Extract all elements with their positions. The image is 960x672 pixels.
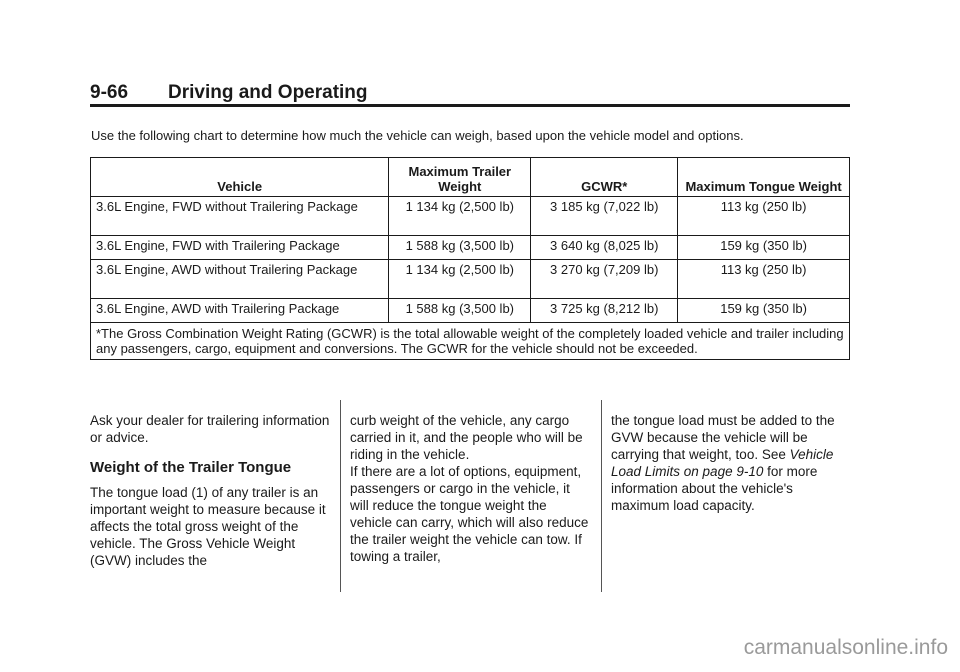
page-number: 9-66	[90, 82, 129, 103]
table-row	[91, 260, 850, 299]
text-column-2	[350, 412, 590, 565]
cell-tongue-weight: 113 kg (250 lb)	[678, 197, 850, 236]
header-max-trailer-weight: Maximum Trailer Weight	[389, 158, 531, 197]
header-max-tongue-weight: Maximum Tongue Weight	[678, 158, 850, 197]
header-vehicle: Vehicle	[91, 158, 389, 197]
cell-trailer-weight: 1 588 kg (3,500 lb)	[389, 236, 531, 260]
gvw-text: the tongue load must be added to the GVW because the vehicle will be carrying that weight, too. See	[611, 413, 835, 462]
cell-trailer-weight: 1 588 kg (3,500 lb)	[389, 299, 531, 323]
dealer-advice-paragraph: Ask your dealer for trailering information or advice.	[90, 413, 330, 445]
column-divider	[340, 400, 341, 592]
section-title: Driving and Operating	[168, 82, 368, 103]
cell-tongue-weight: 159 kg (350 lb)	[678, 236, 850, 260]
table-row	[91, 236, 850, 260]
header-rule	[90, 104, 850, 107]
cell-vehicle: 3.6L Engine, FWD with Trailering Package	[91, 236, 389, 260]
curb-weight-paragraph: curb weight of the vehicle, any cargo carried in it, and the people who will be riding in the vehicle.	[350, 413, 583, 462]
cell-tongue-weight: 113 kg (250 lb)	[678, 260, 850, 299]
header-gcwr: GCWR*	[531, 158, 678, 197]
cell-trailer-weight: 1 134 kg (2,500 lb)	[389, 260, 531, 299]
cell-gcwr: 3 185 kg (7,022 lb)	[531, 197, 678, 236]
cell-gcwr: 3 640 kg (8,025 lb)	[531, 236, 678, 260]
table-row	[91, 299, 850, 323]
text-column-1	[90, 412, 330, 569]
watermark: carmanualsonline.info	[743, 636, 948, 659]
options-paragraph: If there are a lot of options, equipment, passengers or cargo in the vehicle, it will reduce the tongue weight the vehicle can carry, which will also reduce the trailer weight the vehicle can tow. If towing a trailer,	[350, 464, 589, 564]
gcwr-footnote: *The Gross Combination Weight Rating (GCWR) is the total allowable weight of the completely loaded vehicle and trailer including any passengers, cargo, equipment and conversions. The GCWR for the vehicle should not be exceeded.	[91, 323, 850, 360]
trailer-weight-table	[90, 157, 850, 360]
tongue-weight-heading: Weight of the Trailer Tongue	[90, 459, 292, 476]
gvw-paragraph	[611, 412, 851, 514]
page-header	[90, 82, 850, 108]
cell-vehicle: 3.6L Engine, AWD with Trailering Package	[91, 299, 389, 323]
table-header-row	[91, 158, 850, 197]
cell-trailer-weight: 1 134 kg (2,500 lb)	[389, 197, 531, 236]
cell-vehicle: 3.6L Engine, AWD without Trailering Package	[91, 260, 389, 299]
cell-vehicle: 3.6L Engine, FWD without Trailering Package	[91, 197, 389, 236]
intro-text: Use the following chart to determine how much the vehicle can weigh, based upon the vehicle model and options.	[91, 128, 744, 143]
tongue-load-paragraph: The tongue load (1) of any trailer is an important weight to measure because it affects the total gross weight of the vehicle. The Gross Vehicle Weight (GVW) includes the	[90, 485, 326, 568]
cell-gcwr: 3 725 kg (8,212 lb)	[531, 299, 678, 323]
cell-tongue-weight: 159 kg (350 lb)	[678, 299, 850, 323]
load-capacity-text: for more information about the vehicle's maximum load capacity.	[611, 464, 818, 513]
vehicle-load-limits-link[interactable]: Vehicle Load Limits on page 9-10	[611, 447, 834, 479]
column-divider	[601, 400, 602, 592]
table-row	[91, 197, 850, 236]
text-column-3	[611, 412, 851, 514]
table-footnote-row	[91, 323, 850, 360]
cell-gcwr: 3 270 kg (7,209 lb)	[531, 260, 678, 299]
